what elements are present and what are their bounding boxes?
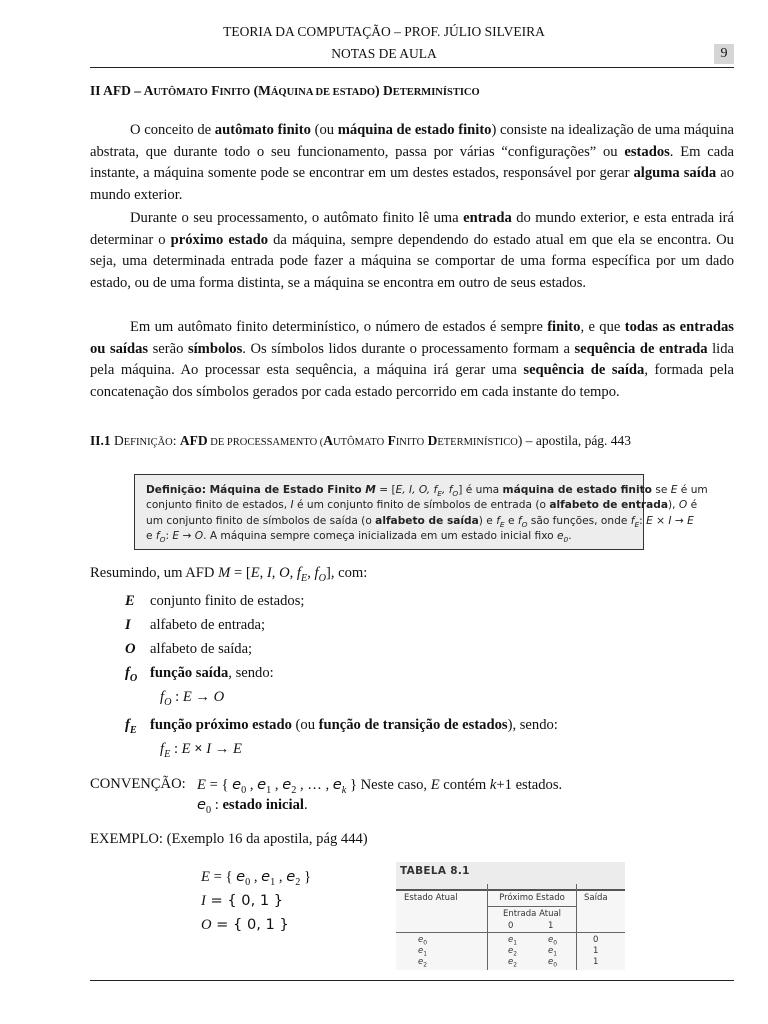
text-run: → [671,514,688,527]
text-run: ETERMINÍSTICO [437,437,518,448]
text-run: autômato finito [214,122,311,138]
table-cell: $e_0$ [418,935,428,947]
component-desc-i [150,617,265,634]
text-run: : [181,776,186,792]
table-vline [576,884,577,970]
text-run: ÚLIO [449,24,482,39]
example-set-i [201,892,283,910]
text-run: EFINIÇÃO [123,437,173,448]
text-run: ÁQUINA DE ESTADO [270,87,376,98]
text-run: serão [148,340,188,357]
text-run: E [300,572,308,584]
text-run: D [110,433,124,448]
component-desc-e [150,593,304,610]
text-run: 0 [241,784,247,796]
table-cell: 0 [593,935,599,945]
text-run: . [568,529,572,542]
section-title [90,83,480,99]
text-run: II AFD – A [90,83,154,98]
table-cell: $e_0$ [548,935,558,947]
text-run: , [307,565,315,581]
component-desc-o [150,641,252,658]
text-run: × [652,514,669,527]
text-run: 0 [563,535,569,544]
paragraph-3 [90,317,734,403]
text-run: O [213,689,225,705]
text-run: × [190,741,207,757]
text-run: um conjunto finito de símbolos de saída (o [146,514,376,527]
table-col-current-input: Entrada Atual [502,909,562,919]
component-symbol-o [125,641,136,658]
text-run: S [481,24,493,39]
text-run: , [271,565,280,581]
text-run: : [639,514,647,527]
text-run: } Neste caso, [346,777,431,793]
text-run: O [201,917,212,933]
text-run: AFD [179,433,208,448]
text-run: são funções, onde [527,514,631,527]
text-run: EORIA DA COMPUTAÇÃO [231,24,391,39]
text-run: M [218,565,231,581]
text-run: e [557,529,564,542]
paragraph-1 [90,120,734,206]
text-run: UTÔMATO [153,87,208,98]
text-run: = [ [230,565,251,581]
text-run: e [146,529,156,542]
text-run: alfabeto de saída; [150,641,253,657]
text-run: . J [436,24,449,39]
text-run: E [250,565,260,581]
text-run: XEMPLO [98,831,159,847]
text-run: ONVENÇÃO [99,776,182,792]
text-run: ILVEIRA [492,24,545,39]
text-run: E [670,484,678,496]
text-run: = { 0, 1 } [211,916,289,933]
table-input-0: 0 [508,921,514,931]
header-rule [90,67,734,68]
text-run: = { [205,777,233,793]
text-run: é [687,499,698,512]
symbol-subscript: O [129,672,138,684]
text-run: F [207,83,220,98]
convention-states [197,776,562,794]
text-run: ) e [478,514,497,527]
table-cell: $e_2$ [508,946,518,958]
text-run: f [296,565,301,581]
table-col-current-state: Estado Atual [404,893,458,903]
text-run: . Os símbolos lidos durante o processamento formam a [242,340,575,357]
header-course-title [0,24,768,40]
text-run: E [90,831,99,847]
component-symbol-fe [125,717,137,734]
text-run: estados [624,143,670,160]
text-run: 2 [291,784,297,796]
text-run: e [332,776,342,793]
text-run: f [496,514,500,527]
text-run: lida pela máquina. Ao processar esta sequência, a máquina irá gerar uma [90,340,735,378]
text-run: é um conjunto finito de símbolos de entrada (o [293,499,550,512]
text-run: f [160,689,165,705]
subsection-title [90,433,631,449]
example-label [90,831,368,848]
text-run: , [246,777,258,793]
example-set-e [201,868,311,886]
text-run: N [331,46,342,61]
text-run: ) consiste na idealização de uma máquina abstrata, que durante todo o seu funcionamento, passa por várias “configurações” ou [90,122,734,160]
text-run: F [387,433,396,448]
table-cell: 1 [593,957,599,967]
text-run: C [90,776,100,792]
text-run: Resumindo, um AFD [90,565,219,581]
text-run: f [630,514,635,527]
text-run: ) – apostila, pág. 443 [517,433,632,448]
text-run: E [201,869,210,885]
text-run: E [687,514,694,527]
text-run: E [164,748,171,760]
text-run: O [164,696,172,708]
text-run: sequência de entrada [574,340,708,357]
text-run: alfabeto de entrada [549,499,669,512]
text-run: . [303,797,308,813]
table-cell: 1 [593,946,599,956]
text-run: I [201,893,206,909]
text-run: e [197,796,206,813]
text-run: E [430,777,440,793]
text-run: I [668,514,672,527]
table-vline [487,884,488,970]
text-run: alfabeto de saída [375,514,479,527]
symbol-glyph: I [125,617,131,633]
text-run: ao mundo exterior. [90,165,734,203]
text-run: O [279,565,290,581]
paragraph-2 [90,208,734,294]
definition-line [146,529,633,544]
table-cell: $e_1$ [418,946,428,958]
text-run: (M [250,83,271,98]
text-run: : [170,741,182,757]
component-desc-fo [150,665,274,682]
text-run: OTAS DE AULA [341,46,437,61]
convention-initial-state [197,796,308,814]
component-symbol-fo [125,665,137,682]
text-run: alguma saída [633,165,717,181]
text-run: D [427,433,438,448]
text-run: Durante o seu processamento, o autômato finito lê uma [130,210,464,226]
component-symbol-e [125,593,135,610]
text-run: A [323,433,334,448]
text-run: – [390,24,405,39]
text-run: todas as entradas ou saídas [90,319,734,357]
text-run: O conceito de [130,122,215,138]
text-run: M [365,484,376,496]
table-cell: $e_1$ [508,935,518,947]
text-run: , … , [296,777,333,793]
text-run: ETERMINÍSTICO [392,87,480,98]
text-run: do mundo exterior, e esta entrada irá determinar o [90,210,734,248]
text-run: PROF [404,24,437,39]
text-run: E [499,519,505,529]
table-col-next-state: Próximo Estado [499,893,565,903]
text-run: conjunto finito de estados; [150,593,305,609]
text-run: INITO [219,87,251,98]
text-run: máquina de estado finito [337,122,492,138]
text-run: E [634,519,640,529]
text-run: T [223,24,232,39]
text-run: DE PROCESSAMENTO ( [207,437,324,448]
text-run: 2 [295,876,301,888]
text-run: UTÔMATO [333,437,385,448]
text-run: e [232,776,242,793]
text-run: sequência de saída [523,362,645,378]
text-run: ] é uma [458,484,503,496]
text-run: e [261,868,271,885]
text-run: . Em cada instante, a máquina somente pode se encontrar em um destes estados, responsável por gerar [90,143,734,181]
component-symbol-i [125,617,131,634]
text-run: e [504,514,518,527]
text-run: conjunto finito de estados, [146,499,291,512]
text-run: : [211,797,223,813]
text-run: E [197,777,206,793]
text-run: O [678,499,688,512]
text-run: Em um autômato finito determinístico, o número de estados é sempre [130,319,548,335]
text-run: E [182,689,192,705]
table-input-1: 1 [548,921,554,931]
header-notes-label [0,46,768,62]
text-run: máquina de estado finito [502,484,652,496]
definition-line [146,483,708,499]
table-title: TABELA 8.1 [400,865,470,877]
table-cell: $e_2$ [418,957,428,969]
text-run: , formada pela concatenação dos símbolos gerados por cada estado percorrido em cada instante do tempo. [90,362,734,400]
summary-intro [90,565,367,582]
text-run: ) D [375,83,393,98]
table-hline [487,906,576,907]
text-run: alfabeto de entrada; [150,617,266,633]
text-run: = [ [375,484,396,496]
text-run: , [250,869,262,885]
symbol-subscript: E [129,724,137,736]
text-run: f [155,529,160,542]
table-hline [396,932,625,933]
text-run: = { [209,869,237,885]
text-run: O [318,572,326,584]
text-run: 0 [205,804,212,816]
text-run: E [181,741,191,757]
text-run: , [259,565,267,581]
definition-box [134,474,708,550]
text-run: E [232,741,242,757]
symbol-glyph: E [125,593,135,609]
text-run: → [179,529,195,542]
text-run: função próximo estado [150,717,292,733]
text-run: f [517,514,522,527]
text-run: e [236,868,246,885]
text-run: entrada [463,210,512,226]
text-run: próximo estado [170,231,269,248]
text-run: E [646,514,653,527]
text-run: se [651,484,671,496]
text-run: : [172,433,180,448]
text-run: 1 [266,784,272,796]
text-run: (ou [291,717,319,733]
convention-label [90,776,186,793]
text-run: símbolos [187,340,243,357]
text-run: , e que [580,319,625,335]
text-run: da máquina, sempre dependendo do estado atual em que ela se encontra. Ou seja, uma determinada entrada pode fazer a máquina se comportar de uma forma específica por um dado estado, ou de uma forma distinta, se a máquina se encontra em outro de seus estados. [90,231,734,291]
text-run: INITO [395,437,425,448]
text-run: II.1 [90,433,111,448]
table-col-output: Saída [584,893,608,903]
text-run: (ou [310,122,338,138]
text-run: , sendo: [228,665,274,681]
text-run: estado inicial [222,797,304,813]
text-run: 1 [270,876,276,888]
text-run: +1 estados. [496,777,563,793]
text-run: E, I, O, f [395,484,438,496]
transition-table [396,862,625,970]
table-cell: $e_0$ [548,957,558,969]
text-run: é um [677,484,708,496]
table-cell: $e_1$ [548,946,558,958]
text-run: Definição: Máquina de Estado Finito [146,484,366,496]
text-run: → [191,689,214,705]
text-run: f [314,565,319,581]
text-run: O [521,519,528,529]
text-run: : (Exemplo 16 da apostila, pág 444) [158,831,368,847]
text-run: : [165,529,173,542]
text-run: 0 [245,876,251,888]
page-number: 9 [714,44,734,64]
definition-line [146,514,694,529]
text-run: , [275,869,287,885]
text-run: ), [668,499,679,512]
symbol-glyph: f [125,717,130,733]
table-cell: $e_2$ [508,957,518,969]
text-run: I [290,499,294,512]
definition-line [146,498,698,513]
text-run: I [206,741,212,757]
text-run: k [489,777,497,793]
text-run: e [282,776,292,793]
text-run: , [271,777,283,793]
text-run: O [452,489,459,499]
text-run: } [300,869,311,885]
text-run: ], com: [325,565,368,581]
text-run: função saída [150,665,229,681]
text-run: → [211,741,233,757]
text-run: O [194,529,204,542]
fe-signature [160,741,242,758]
text-run: , [289,565,297,581]
symbol-glyph: O [125,641,136,657]
text-run: E [172,529,180,542]
text-run: , f [441,484,453,496]
fo-signature [160,689,224,706]
text-run: ), sendo: [507,717,558,733]
text-run: O [159,535,166,544]
text-run: k [341,784,347,796]
text-run: f [160,741,165,757]
text-run: = { 0, 1 } [205,892,284,909]
text-run: finito [547,319,581,335]
text-run: contém [439,777,490,793]
example-set-o [201,916,289,934]
text-run: : [171,689,183,705]
symbol-glyph: f [125,665,130,681]
text-run: I [266,565,272,581]
text-run: E [437,489,442,499]
component-desc-fe [150,717,558,734]
text-run: . A máquina sempre começa inicializada em um estado inicial fixo [203,529,557,542]
footer-rule [90,980,734,981]
text-run: e [286,868,296,885]
text-run: função de transição de estados [318,717,508,733]
text-run: e [257,776,267,793]
